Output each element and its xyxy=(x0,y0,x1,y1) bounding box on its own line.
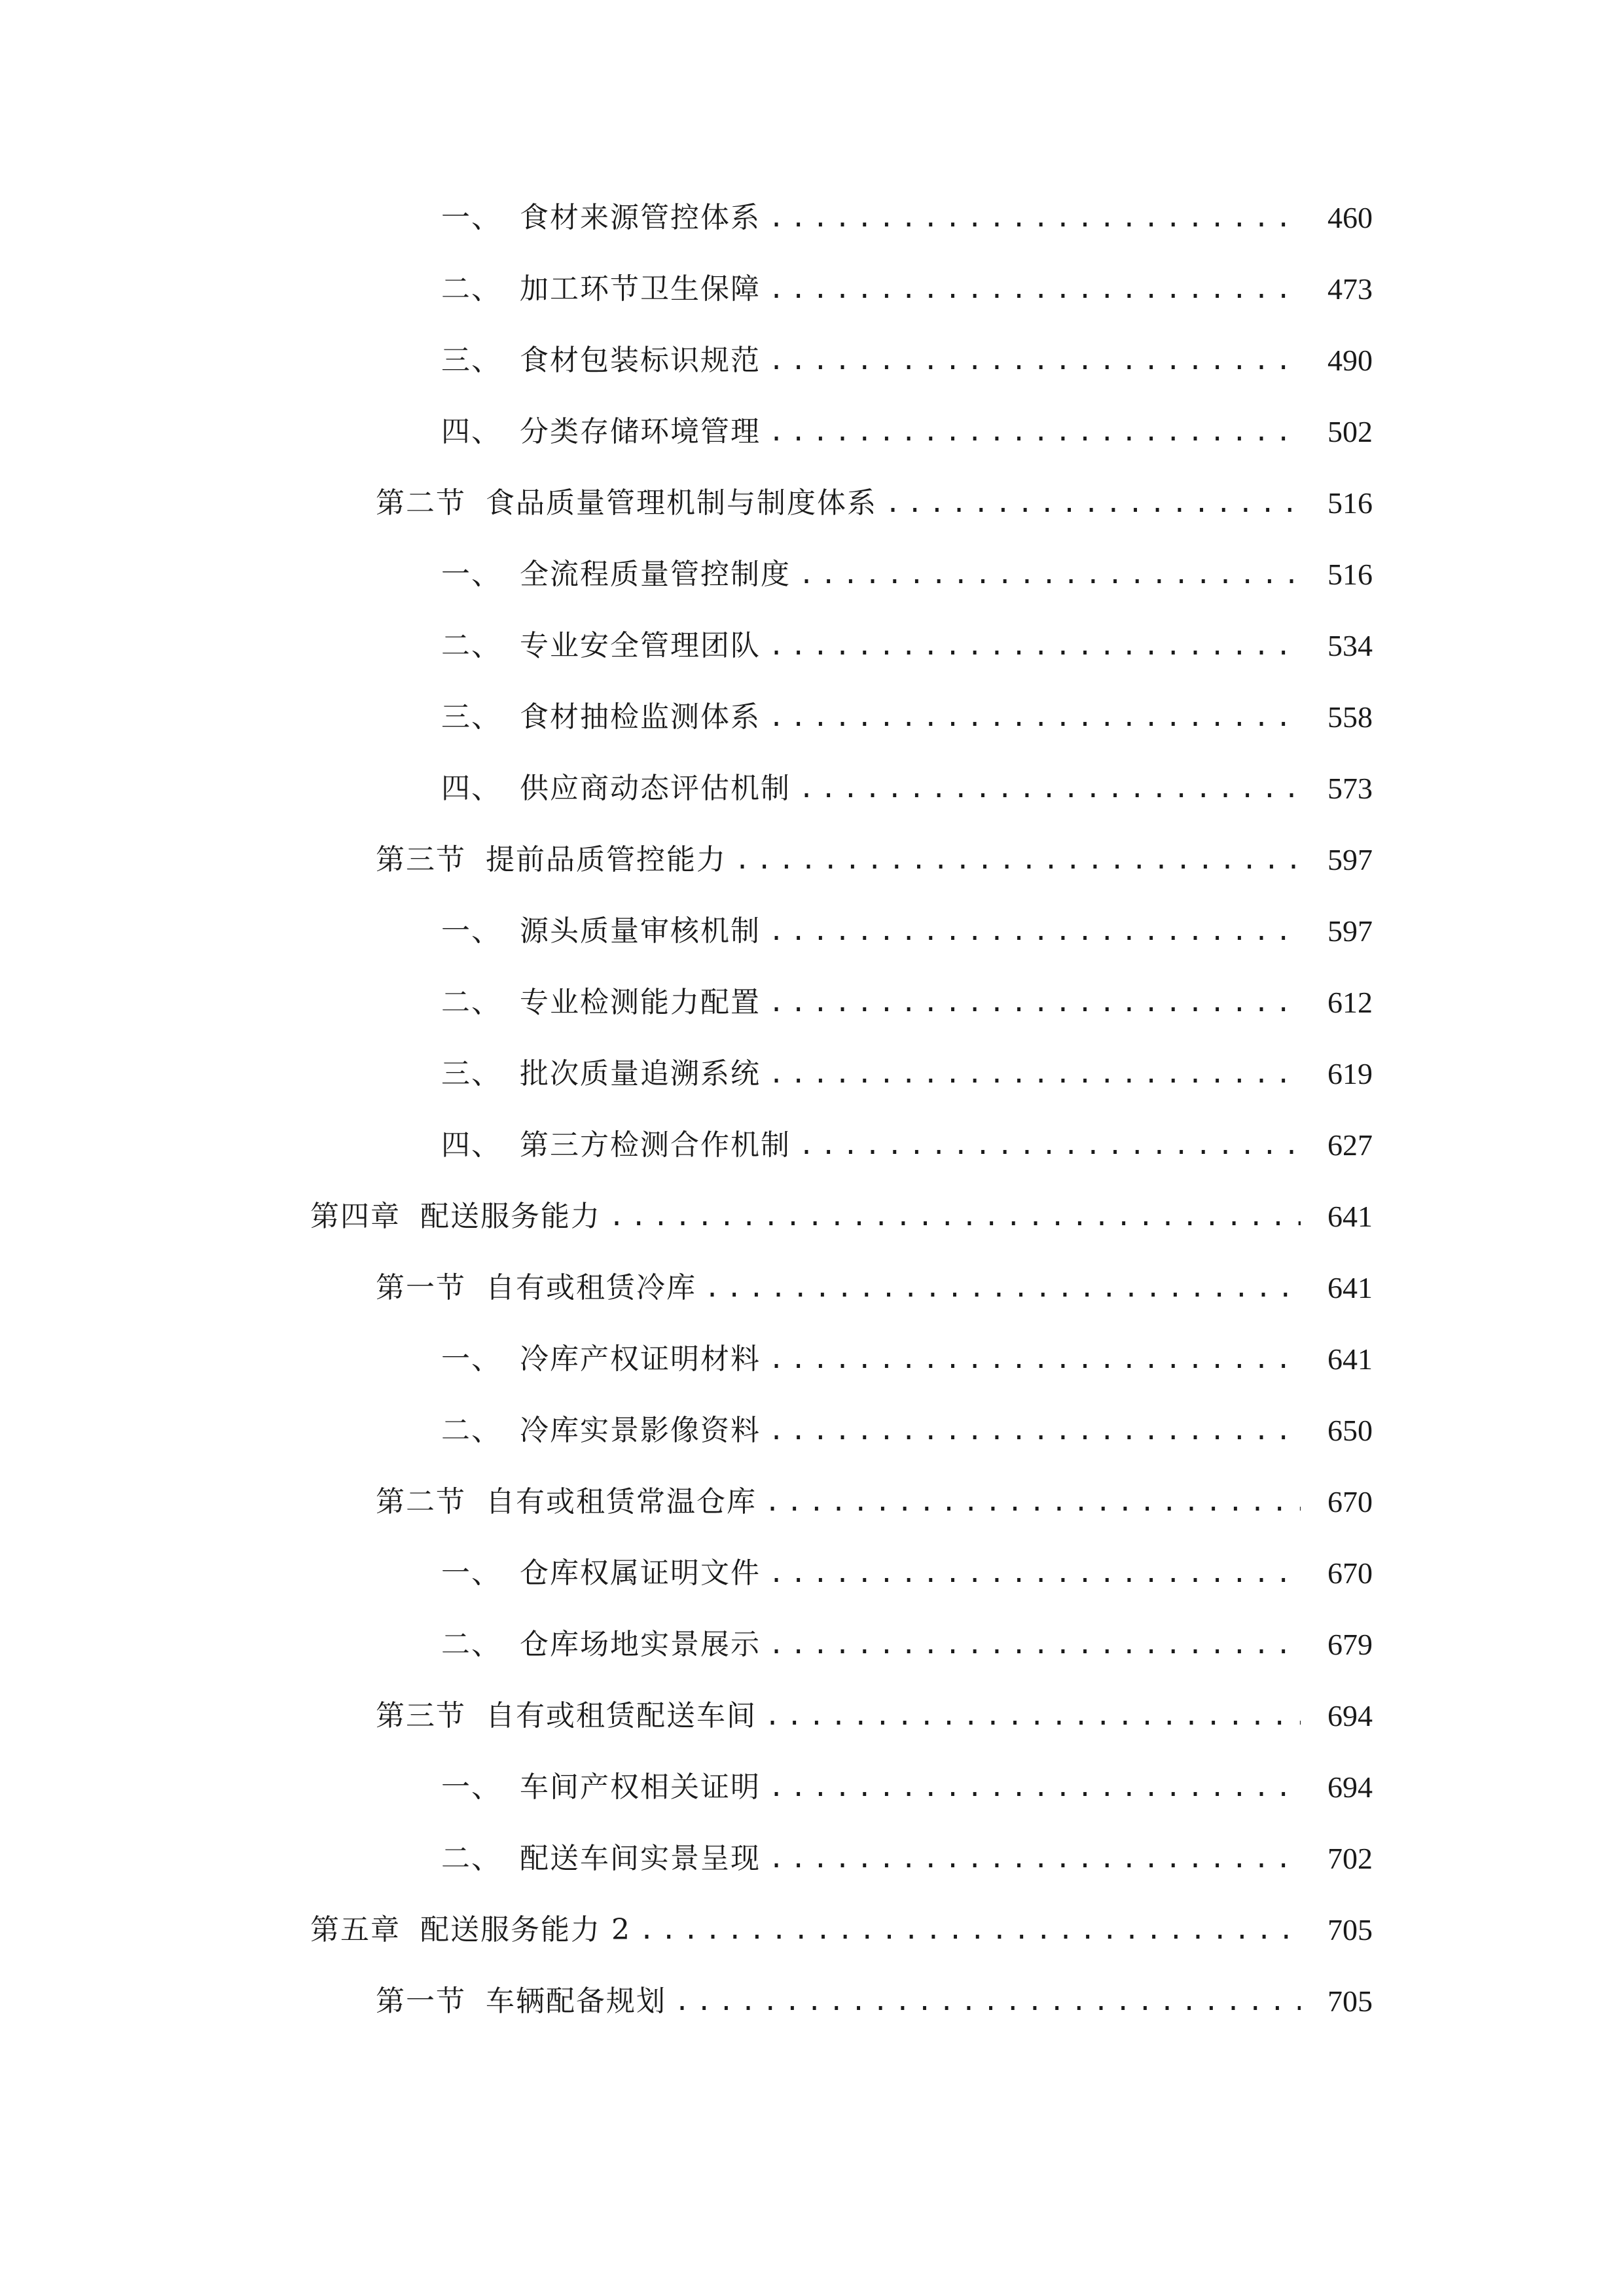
toc-dot-leader xyxy=(639,1907,1301,1954)
toc-entry-page: 705 xyxy=(1327,1913,1373,1946)
toc-entry-label: 第一节 xyxy=(376,1984,466,2018)
toc-entry-title: 仓库场地实景展示 xyxy=(520,1628,761,1661)
toc-dot-leader xyxy=(768,266,1301,313)
toc-entry-title: 自有或租赁常温仓库 xyxy=(486,1485,757,1518)
toc-entry[interactable] xyxy=(376,1265,1373,1312)
toc-dot-leader xyxy=(768,1621,1301,1668)
toc-entry-page: 502 xyxy=(1327,415,1373,448)
toc-entry-page: 460 xyxy=(1327,201,1373,234)
toc-entry-label: 二、 xyxy=(441,986,501,1019)
toc-entry[interactable] xyxy=(310,1193,1373,1240)
toc-dot-leader xyxy=(768,1764,1301,1811)
toc-entry[interactable] xyxy=(441,1336,1373,1383)
toc-entry[interactable] xyxy=(441,765,1373,812)
toc-entry-title: 自有或租赁配送车间 xyxy=(486,1699,757,1732)
toc-dot-leader xyxy=(768,408,1301,456)
toc-entry-label: 三、 xyxy=(441,1057,501,1090)
toc-entry-title: 食材抽检监测体系 xyxy=(520,700,761,734)
toc-dot-leader xyxy=(768,1550,1301,1597)
toc-entry-label: 二、 xyxy=(441,1414,501,1447)
toc-entry-label: 一、 xyxy=(441,1770,501,1804)
toc-entry-title: 专业安全管理团队 xyxy=(520,629,761,662)
toc-entry-title: 源头质量审核机制 xyxy=(520,914,761,948)
toc-entry-title: 自有或租赁冷库 xyxy=(486,1271,696,1304)
toc-entry-page: 612 xyxy=(1327,986,1373,1019)
toc-dot-leader xyxy=(704,1265,1301,1312)
toc-entry-label: 四、 xyxy=(441,1128,501,1162)
toc-entry-label: 一、 xyxy=(441,1556,501,1590)
toc-dot-leader xyxy=(768,1050,1301,1098)
toc-entry-label: 二、 xyxy=(441,1842,501,1875)
toc-dot-leader xyxy=(768,622,1301,670)
toc-dot-leader xyxy=(768,337,1301,384)
toc-entry-page: 705 xyxy=(1327,1984,1373,2018)
toc-entry-label: 一、 xyxy=(441,914,501,948)
toc-entry-page: 534 xyxy=(1327,629,1373,662)
toc-entry-title: 冷库产权证明材料 xyxy=(520,1342,761,1376)
toc-entry-page: 641 xyxy=(1327,1271,1373,1304)
toc-entry-title: 分类存储环境管理 xyxy=(520,415,761,448)
toc-entry[interactable] xyxy=(441,622,1373,670)
toc-entry[interactable] xyxy=(441,408,1373,456)
toc-entry[interactable] xyxy=(441,1550,1373,1597)
toc-entry-title: 配送服务能力 2 xyxy=(420,1913,631,1946)
toc-dot-leader xyxy=(768,1336,1301,1383)
toc-dot-leader xyxy=(799,1122,1301,1169)
toc-entry[interactable] xyxy=(310,1907,1373,1954)
toc-entry-label: 第二节 xyxy=(376,486,466,520)
toc-dot-leader xyxy=(799,765,1301,812)
toc-entry-page: 679 xyxy=(1327,1628,1373,1661)
toc-entry-title: 专业检测能力配置 xyxy=(520,986,761,1019)
toc-entry[interactable] xyxy=(376,1978,1373,2025)
toc-entry[interactable] xyxy=(376,836,1373,884)
toc-entry-title: 车间产权相关证明 xyxy=(520,1770,761,1804)
toc-dot-leader xyxy=(768,979,1301,1026)
toc-entry-page: 641 xyxy=(1327,1342,1373,1376)
toc-entry-title: 冷库实景影像资料 xyxy=(520,1414,761,1447)
toc-entry-page: 473 xyxy=(1327,272,1373,306)
toc-entry[interactable] xyxy=(376,1693,1373,1740)
toc-entry-page: 490 xyxy=(1327,344,1373,377)
toc-dot-leader xyxy=(674,1978,1301,2025)
toc-entry-label: 第二节 xyxy=(376,1485,466,1518)
toc-entry-page: 694 xyxy=(1327,1770,1373,1804)
toc-entry-page: 516 xyxy=(1327,558,1373,591)
toc-entry-page: 650 xyxy=(1327,1414,1373,1447)
toc-entry-label: 一、 xyxy=(441,558,501,591)
toc-entry-label: 第三节 xyxy=(376,843,466,876)
toc-entry[interactable] xyxy=(441,694,1373,741)
toc-dot-leader xyxy=(765,1479,1301,1526)
toc-entry-page: 702 xyxy=(1327,1842,1373,1875)
toc-entry-label: 第四章 xyxy=(310,1200,401,1233)
toc-entry[interactable] xyxy=(376,1479,1373,1526)
toc-entry[interactable] xyxy=(376,480,1373,527)
toc-entry-label: 二、 xyxy=(441,1628,501,1661)
toc-entry[interactable] xyxy=(441,1621,1373,1668)
toc-entry-title: 全流程质量管控制度 xyxy=(520,558,791,591)
toc-entry[interactable] xyxy=(441,1050,1373,1098)
toc-entry-label: 三、 xyxy=(441,700,501,734)
toc-dot-leader xyxy=(768,1407,1301,1454)
toc-entry-title: 食材包装标识规范 xyxy=(520,344,761,377)
toc-dot-leader xyxy=(609,1193,1301,1240)
toc-dot-leader xyxy=(885,480,1301,527)
toc-dot-leader xyxy=(768,194,1301,242)
toc-entry[interactable] xyxy=(441,979,1373,1026)
toc-entry-page: 670 xyxy=(1327,1556,1373,1590)
toc-entry-page: 573 xyxy=(1327,772,1373,805)
toc-entry-page: 694 xyxy=(1327,1699,1373,1732)
toc-dot-leader xyxy=(765,1693,1301,1740)
toc-entry-title: 配送服务能力 xyxy=(420,1200,601,1233)
toc-dot-leader xyxy=(734,836,1301,884)
toc-entry[interactable] xyxy=(441,1407,1373,1454)
toc-entry[interactable] xyxy=(441,1835,1373,1882)
toc-entry-label: 四、 xyxy=(441,415,501,448)
toc-entry-title: 配送车间实景呈现 xyxy=(520,1842,761,1875)
toc-entry-title: 食品质量管理机制与制度体系 xyxy=(486,486,877,520)
toc-entry-page: 641 xyxy=(1327,1200,1373,1233)
toc-entry[interactable] xyxy=(441,908,1373,955)
toc-entry-label: 第五章 xyxy=(310,1913,401,1946)
toc-entry-label: 二、 xyxy=(441,629,501,662)
toc-entry-page: 619 xyxy=(1327,1057,1373,1090)
toc-entry-page: 597 xyxy=(1327,914,1373,948)
toc-dot-leader xyxy=(768,1835,1301,1882)
toc-dot-leader xyxy=(799,551,1301,598)
toc-entry-label: 一、 xyxy=(441,1342,501,1376)
toc-entry[interactable] xyxy=(441,551,1373,598)
toc-entry-label: 二、 xyxy=(441,272,501,306)
toc-entry-label: 第一节 xyxy=(376,1271,466,1304)
toc-entry-page: 627 xyxy=(1327,1128,1373,1162)
toc-entry-title: 提前品质管控能力 xyxy=(486,843,727,876)
toc-entry-title: 食材来源管控体系 xyxy=(520,201,761,234)
toc-entry-title: 加工环节卫生保障 xyxy=(520,272,761,306)
toc-dot-leader xyxy=(768,908,1301,955)
toc-entry[interactable] xyxy=(441,1764,1373,1811)
toc-entry-label: 一、 xyxy=(441,201,501,234)
toc-entry-page: 597 xyxy=(1327,843,1373,876)
toc-entry-title: 批次质量追溯系统 xyxy=(520,1057,761,1090)
toc-entry-title: 第三方检测合作机制 xyxy=(520,1128,791,1162)
toc-entry-label: 三、 xyxy=(441,344,501,377)
toc-dot-leader xyxy=(768,694,1301,741)
toc-entry-label: 第三节 xyxy=(376,1699,466,1732)
toc-entry-title: 车辆配备规划 xyxy=(486,1984,666,2018)
toc-entry[interactable] xyxy=(441,194,1373,242)
toc-entry-page: 558 xyxy=(1327,700,1373,734)
toc-entry-title: 供应商动态评估机制 xyxy=(520,772,791,805)
toc-entry[interactable] xyxy=(441,1122,1373,1169)
toc-entry-label: 四、 xyxy=(441,772,501,805)
toc-entry-page: 516 xyxy=(1327,486,1373,520)
toc-entry[interactable] xyxy=(441,266,1373,313)
toc-entry-title: 仓库权属证明文件 xyxy=(520,1556,761,1590)
toc-entry[interactable] xyxy=(441,337,1373,384)
toc-entry-page: 670 xyxy=(1327,1485,1373,1518)
